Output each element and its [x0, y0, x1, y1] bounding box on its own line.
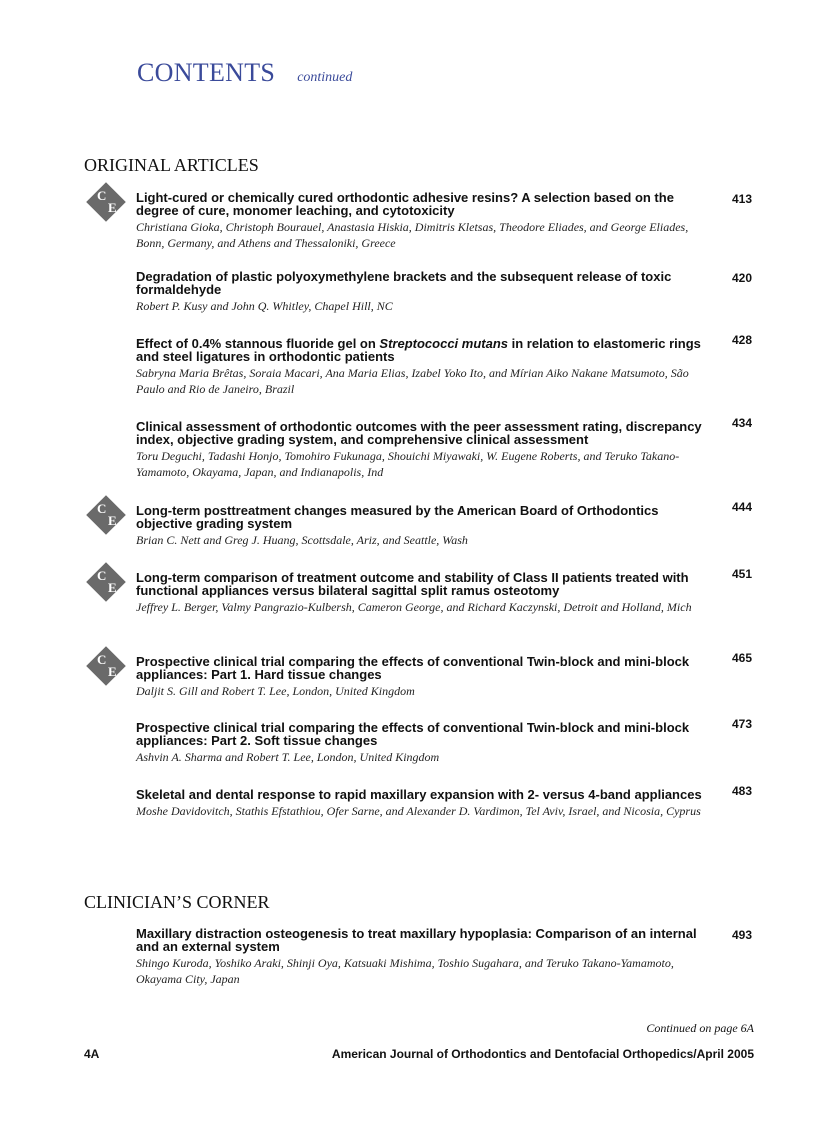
article-title[interactable]: Light-cured or chemically cured orthodontic adhesive resins? A selection based on the degree of cure, monomer leaching, and cytotoxicity	[136, 190, 674, 218]
article-authors: Robert P. Kusy and John Q. Whitley, Chapel Hill, NC	[136, 299, 393, 313]
ce-badge-icon: C E	[86, 646, 126, 686]
article-authors: Toru Deguchi, Tadashi Honjo, Tomohiro Fukunaga, Shouichi Miyawaki, W. Eugene Roberts, and Teruko Takano-Yamamoto, Okayama, Japan, and Indianapolis, Ind	[136, 449, 680, 479]
article-entry	[136, 567, 766, 615]
article-title[interactable]: Long-term comparison of treatment outcome and stability of Class II patients treated with functional appliances versus bilateral sagittal split ramus osteotomy	[136, 570, 689, 598]
article-authors: Christiana Gioka, Christoph Bourauel, Anastasia Hiskia, Dimitris Kletsas, Theodore Eliades, and George Eliades, Bonn, Germany, and Athens and Thessaloniki, Greece	[136, 220, 689, 250]
article-authors: Shingo Kuroda, Yoshiko Araki, Shinji Oya, Katsuaki Mishima, Toshio Sugahara, and Teruko Takano-Yamamoto, Okayama City, Japan	[136, 956, 674, 986]
article-entry	[136, 416, 766, 480]
ce-badge-icon: C E	[86, 495, 126, 535]
article-entry	[136, 784, 766, 819]
article-entry	[136, 500, 766, 548]
article-authors: Moshe Davidovitch, Stathis Efstathiou, Ofer Sarne, and Alexander D. Vardimon, Tel Aviv, Israel, and Nicosia, Cyprus	[136, 804, 701, 818]
article-title[interactable]: Effect of 0.4% stannous fluoride gel on Streptococci mutans in relation to elastomeric rings and steel ligatures in orthodontic patients	[136, 336, 701, 364]
section-title-clinicians-corner: CLINICIAN’S CORNER	[84, 892, 270, 912]
article-authors: Daljit S. Gill and Robert T. Lee, London, United Kingdom	[136, 684, 415, 698]
article-page: 473	[731, 717, 752, 731]
page-title: CONTENTS	[137, 58, 276, 87]
article-authors: Jeffrey L. Berger, Valmy Pangrazio-Kulbersh, Cameron George, and Richard Kaczynski, Detroit and Holland, Mich	[136, 600, 692, 614]
article-title[interactable]: Prospective clinical trial comparing the effects of conventional Twin-block and mini-block appliances: Part 1. Hard tissue changes	[136, 654, 690, 682]
continued-note: Continued on page 6A	[646, 1021, 754, 1035]
page-number: 4A	[84, 1047, 100, 1061]
section-title-original-articles: ORIGINAL ARTICLES	[84, 155, 259, 175]
article-entry	[136, 191, 766, 251]
article-page: 413	[731, 192, 752, 206]
article-title[interactable]: Maxillary distraction osteogenesis to treat maxillary hypoplasia: Comparison of an internal and an external system	[136, 926, 697, 954]
journal-name: American Journal of Orthodontics and Dentofacial Orthopedics/April 2005	[331, 1047, 754, 1061]
article-entry	[136, 717, 766, 765]
article-page: 428	[731, 333, 752, 347]
article-title[interactable]: Degradation of plastic polyoxymethylene brackets and the subsequent release of toxic formaldehyde	[136, 269, 672, 297]
article-page: 483	[731, 784, 752, 798]
article-authors: Ashvin A. Sharma and Robert T. Lee, London, United Kingdom	[136, 750, 440, 764]
article-page: 451	[731, 567, 752, 581]
article-entry	[136, 333, 766, 397]
article-entry	[136, 270, 766, 314]
article-authors: Brian C. Nett and Greg J. Huang, Scottsdale, Ariz, and Seattle, Wash	[136, 533, 468, 547]
species-name: Streptococci mutans	[379, 336, 509, 351]
article-title[interactable]: Skeletal and dental response to rapid maxillary expansion with 2- versus 4-band appliances	[136, 787, 702, 802]
article-page: 420	[731, 271, 752, 285]
article-entry	[136, 651, 766, 699]
article-page: 465	[731, 651, 752, 665]
ce-badge-icon: C E	[86, 182, 126, 222]
article-authors: Sabryna Maria Brêtas, Soraia Macari, Ana Maria Elias, Izabel Yoko Ito, and Mírian Aiko Nakane Matsumoto, São Paulo and Rio de Janeiro, Brazil	[136, 366, 689, 396]
article-title[interactable]: Long-term posttreatment changes measured by the American Board of Orthodontics objective grading system	[136, 503, 659, 531]
contents-heading	[137, 58, 352, 88]
ce-badge-icon: C E	[86, 562, 126, 602]
article-page: 444	[731, 500, 752, 514]
article-page: 434	[731, 416, 752, 430]
page-subtitle: continued	[297, 70, 353, 85]
article-title[interactable]: Clinical assessment of orthodontic outcomes with the peer assessment rating, discrepancy index, objective grading system, and comprehensive clinical assessment	[136, 419, 702, 447]
article-title[interactable]: Prospective clinical trial comparing the effects of conventional Twin-block and mini-block appliances: Part 2. Soft tissue changes	[136, 720, 690, 748]
article-entry	[136, 927, 766, 987]
article-page: 493	[731, 928, 752, 942]
